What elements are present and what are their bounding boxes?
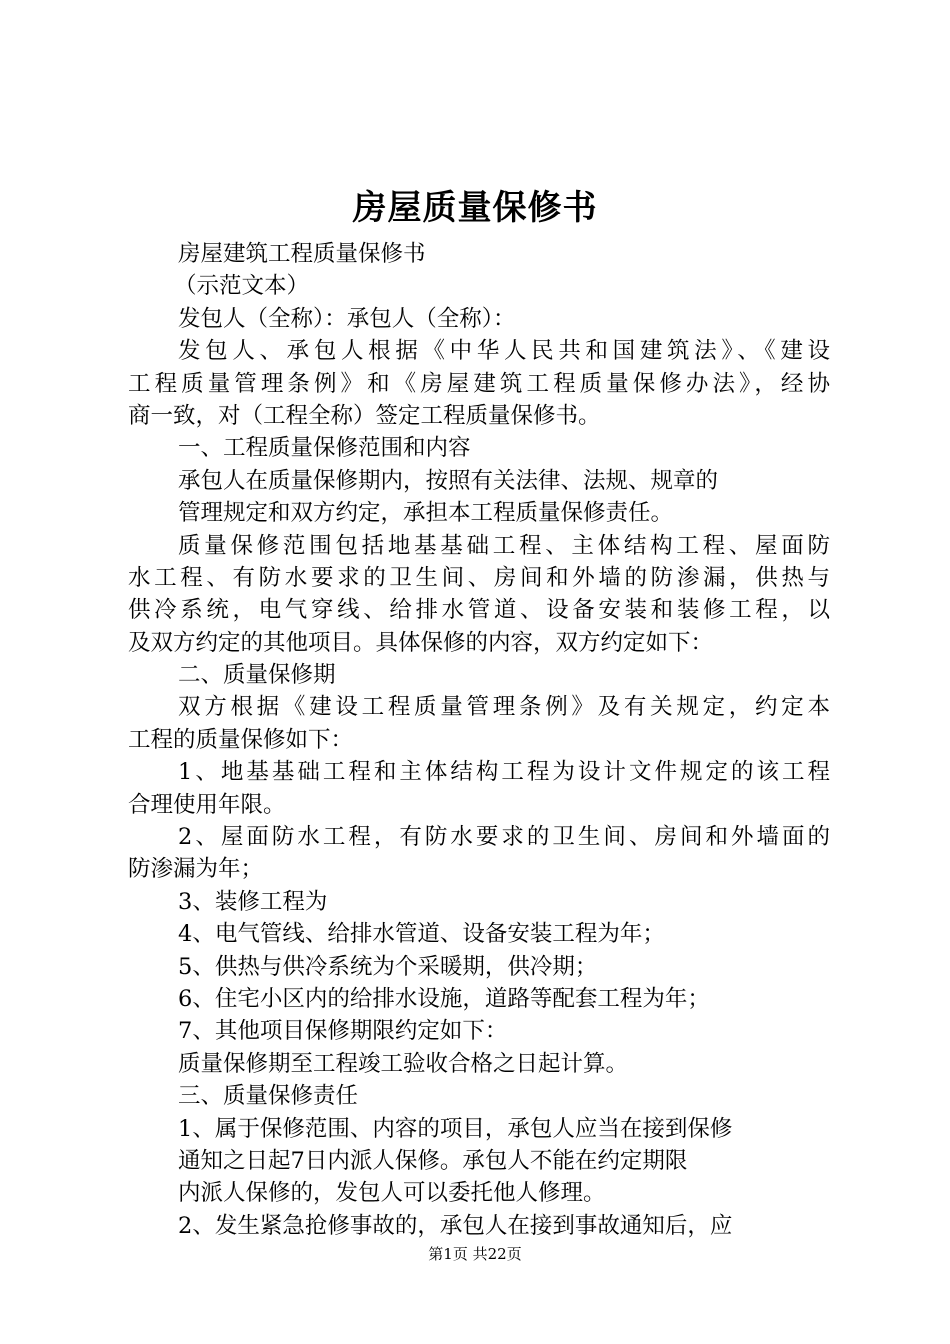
doc-line: 供冷系统，电气穿线、给排水管道、设备安装和装修工程，以: [128, 597, 830, 624]
doc-line: 1、属于保修范围、内容的项目，承包人应当在接到保修: [178, 1115, 733, 1142]
doc-line: 6、住宅小区内的给排水设施，道路等配套工程为年；: [178, 985, 710, 1012]
doc-line: 通知之日起7日内派人保修。承包人不能在约定期限: [178, 1147, 688, 1174]
doc-line: 管理规定和双方约定，承担本工程质量保修责任。: [178, 500, 674, 527]
doc-line: 发包人、承包人根据《中华人民共和国建筑法》、《建设: [178, 338, 830, 365]
document-title: 房屋质量保修书: [352, 188, 598, 228]
doc-line: 二、质量保修期: [178, 662, 336, 689]
doc-line: 2、屋面防水工程，有防水要求的卫生间、房间和外墙面的: [178, 824, 830, 851]
doc-line: 房屋建筑工程质量保修书: [178, 241, 426, 267]
doc-line: 4、电气管线、给排水管道、设备安装工程为年；: [178, 921, 665, 948]
doc-line: 7、其他项目保修期限约定如下：: [178, 1018, 508, 1045]
doc-line: （示范文本）: [174, 273, 310, 300]
doc-line: 1、地基基础工程和主体结构工程为设计文件规定的该工程: [178, 759, 830, 786]
doc-line: 水工程、有防水要求的卫生间、房间和外墙的防渗漏，供热与: [128, 564, 830, 591]
doc-line: 商一致，对（工程全称）签定工程质量保修书。: [128, 402, 601, 429]
doc-line: 发包人（全称）：承包人（全称）：: [178, 305, 516, 332]
doc-line: 一、工程质量保修范围和内容: [178, 435, 471, 462]
doc-line: 三、质量保修责任: [178, 1083, 359, 1110]
document-body: [128, 238, 830, 1242]
doc-line: 承包人在质量保修期内，按照有关法律、法规、规章的: [178, 467, 719, 494]
page-footer: 第1页 共22页: [428, 1245, 522, 1263]
doc-line: 内派人保修的，发包人可以委托他人修理。: [178, 1180, 606, 1207]
doc-line: 双方根据《建设工程质量管理条例》及有关规定，约定本: [178, 694, 830, 721]
doc-line: 合理使用年限。: [128, 791, 286, 818]
doc-line: 及双方约定的其他项目。具体保修的内容，双方约定如下：: [128, 629, 714, 656]
doc-line: 5、供热与供冷系统为个采暖期，供冷期；: [178, 953, 598, 980]
doc-line: 质量保修范围包括地基基础工程、主体结构工程、屋面防: [178, 532, 830, 559]
doc-line: 工程的质量保修如下：: [128, 726, 354, 753]
doc-line: 质量保修期至工程竣工验收合格之日起计算。: [178, 1050, 629, 1077]
doc-line: 2、发生紧急抢修事故的，承包人在接到事故通知后，应: [178, 1212, 733, 1239]
doc-line: 工程质量管理条例》和《房屋建筑工程质量保修办法》，经协: [128, 370, 830, 397]
doc-line: 防渗漏为年；: [128, 856, 264, 883]
doc-line: 3、装修工程为: [178, 888, 328, 915]
